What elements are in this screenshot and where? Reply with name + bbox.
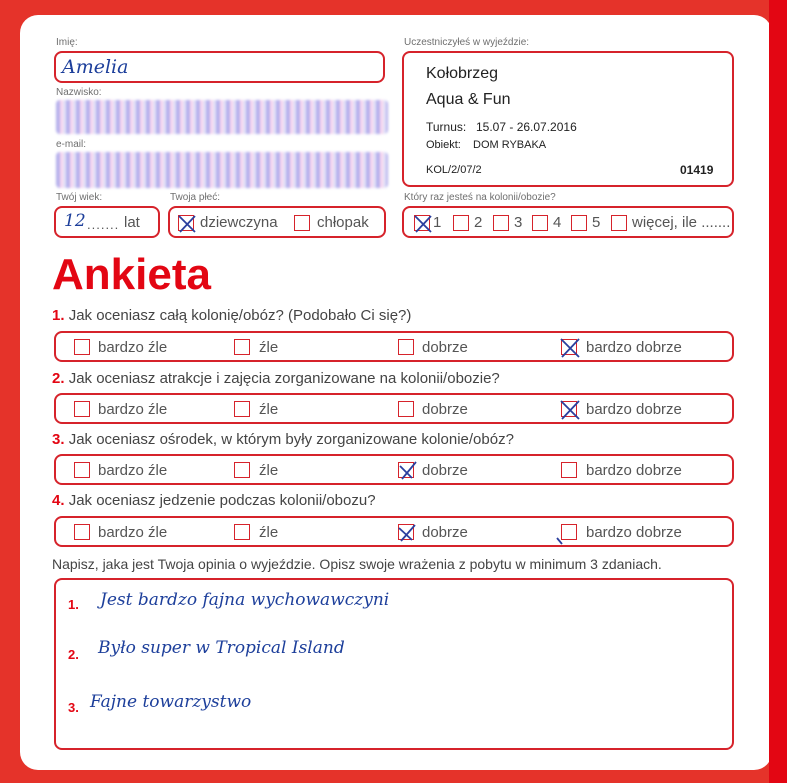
times-1-label: 1 [433, 214, 442, 231]
times-5-label: 5 [592, 214, 601, 231]
question-3-number: 3. [52, 431, 65, 448]
last-name-label: Nazwisko: [56, 87, 102, 98]
q3-very-bad-label: bardzo źle [98, 462, 168, 479]
turnus-value: 15.07 - 26.07.2016 [476, 120, 577, 134]
gender-girl-label: dziewczyna [200, 214, 278, 231]
q1-very-good-checkbox[interactable] [561, 339, 577, 355]
q2-good-checkbox[interactable] [398, 401, 414, 417]
email-label: e-mail: [56, 139, 87, 150]
question-3-options [54, 454, 734, 485]
obiekt-value: DOM RYBAKA [473, 139, 547, 151]
age-value: 12 [64, 211, 86, 231]
q3-very-good-label: bardzo dobrze [586, 462, 682, 479]
tick-mark-icon [559, 522, 581, 544]
q1-good-label: dobrze [422, 339, 468, 356]
opinion-2-number: 2. [68, 647, 79, 662]
first-name-value: Amelia [62, 56, 129, 78]
question-2-number: 2. [52, 370, 65, 387]
opinion-3-text: Fajne towarzystwo [90, 692, 252, 712]
times-2-label: 2 [474, 214, 483, 231]
email-redacted [56, 152, 388, 188]
question-1 [52, 307, 411, 324]
trip-number: 01419 [680, 163, 714, 177]
q4-bad-label: źle [259, 524, 279, 541]
gender-label: Twoja płeć: [170, 192, 221, 203]
first-name-label: Imię: [56, 37, 78, 48]
q1-bad-checkbox[interactable] [234, 339, 250, 355]
age-unit: lat [124, 214, 140, 231]
age-dots: ....... [87, 217, 120, 232]
turnus-label: Turnus: [426, 120, 467, 134]
times-1-checkbox[interactable] [414, 215, 430, 231]
q4-very-good-checkbox[interactable] [561, 524, 577, 540]
times-label: Który raz jesteś na kolonii/obozie? [404, 192, 556, 203]
question-1-options [54, 331, 734, 362]
q4-very-bad-checkbox[interactable] [74, 524, 90, 540]
page-edge [769, 0, 787, 783]
question-1-number: 1. [52, 307, 65, 324]
question-3-text: Jak oceniasz ośrodek, w którym były zorganizowane kolonie/obóz? [68, 431, 514, 448]
q2-very-good-label: bardzo dobrze [586, 401, 682, 418]
cross-mark-icon [412, 213, 434, 235]
cross-mark-icon [559, 399, 581, 421]
gender-boy-label: chłopak [317, 214, 369, 231]
q4-bad-checkbox[interactable] [234, 524, 250, 540]
q3-good-checkbox[interactable] [398, 462, 414, 478]
q3-bad-label: źle [259, 462, 279, 479]
question-2-options [54, 393, 734, 424]
times-more-checkbox[interactable] [611, 215, 627, 231]
q2-very-bad-checkbox[interactable] [74, 401, 90, 417]
q2-bad-label: źle [259, 401, 279, 418]
q1-bad-label: źle [259, 339, 279, 356]
last-name-redacted [56, 100, 388, 134]
question-4-number: 4. [52, 492, 65, 509]
q4-very-bad-label: bardzo źle [98, 524, 168, 541]
first-name-field[interactable] [54, 51, 385, 83]
q2-very-good-checkbox[interactable] [561, 401, 577, 417]
trip-name: Aqua & Fun [426, 91, 511, 108]
q3-bad-checkbox[interactable] [234, 462, 250, 478]
q1-very-bad-checkbox[interactable] [74, 339, 90, 355]
q3-good-label: dobrze [422, 462, 468, 479]
cross-mark-icon [176, 213, 198, 235]
q1-very-good-label: bardzo dobrze [586, 339, 682, 356]
q2-very-bad-label: bardzo źle [98, 401, 168, 418]
opinion-1-number: 1. [68, 597, 79, 612]
question-3 [52, 431, 514, 448]
q2-bad-checkbox[interactable] [234, 401, 250, 417]
trip-label: Uczestniczyłeś w wyjeździe: [404, 37, 530, 48]
question-4 [52, 492, 376, 509]
trip-code: KOL/2/07/2 [426, 164, 482, 176]
q1-very-bad-label: bardzo źle [98, 339, 168, 356]
cross-mark-icon [396, 522, 418, 544]
opinion-2-text: Było super w Tropical Island [98, 638, 345, 658]
question-4-text: Jak oceniasz jedzenie podczas kolonii/obozu? [68, 492, 376, 509]
question-2 [52, 370, 500, 387]
times-field [402, 206, 734, 238]
age-label: Twój wiek: [56, 192, 103, 203]
trip-city: Kołobrzeg [426, 65, 499, 82]
age-field[interactable] [54, 206, 160, 238]
obiekt-label: Obiekt: [426, 139, 461, 151]
times-more-label: więcej, ile ....... [632, 214, 731, 231]
gender-girl-checkbox[interactable] [178, 215, 194, 231]
opinion-prompt: Napisz, jaka jest Twoja opinia o wyjeździe. Opisz swoje wrażenia z pobytu w minimum 3 zdaniach. [52, 556, 662, 572]
question-4-options [54, 516, 734, 547]
gender-field [168, 206, 386, 238]
times-2-checkbox[interactable] [453, 215, 469, 231]
q4-very-good-label: bardzo dobrze [586, 524, 682, 541]
gender-boy-checkbox[interactable] [294, 215, 310, 231]
opinion-1-text: Jest bardzo fajna wychowawczyni [100, 590, 390, 610]
question-1-text: Jak oceniasz całą kolonię/obóz? (Podobało Ci się?) [68, 307, 412, 324]
opinion-3-number: 3. [68, 700, 79, 715]
times-3-checkbox[interactable] [493, 215, 509, 231]
times-5-checkbox[interactable] [571, 215, 587, 231]
times-4-label: 4 [553, 214, 562, 231]
q4-good-checkbox[interactable] [398, 524, 414, 540]
q3-very-bad-checkbox[interactable] [74, 462, 90, 478]
q2-good-label: dobrze [422, 401, 468, 418]
q3-very-good-checkbox[interactable] [561, 462, 577, 478]
trip-box [402, 51, 734, 187]
opinion-box[interactable] [54, 578, 734, 750]
q4-good-label: dobrze [422, 524, 468, 541]
question-2-text: Jak oceniasz atrakcje i zajęcia zorganizowane na kolonii/obozie? [68, 370, 500, 387]
cross-mark-icon [396, 460, 418, 482]
q1-good-checkbox[interactable] [398, 339, 414, 355]
times-3-label: 3 [514, 214, 523, 231]
cross-mark-icon [559, 337, 581, 359]
survey-title: Ankieta [52, 250, 211, 299]
times-4-checkbox[interactable] [532, 215, 548, 231]
